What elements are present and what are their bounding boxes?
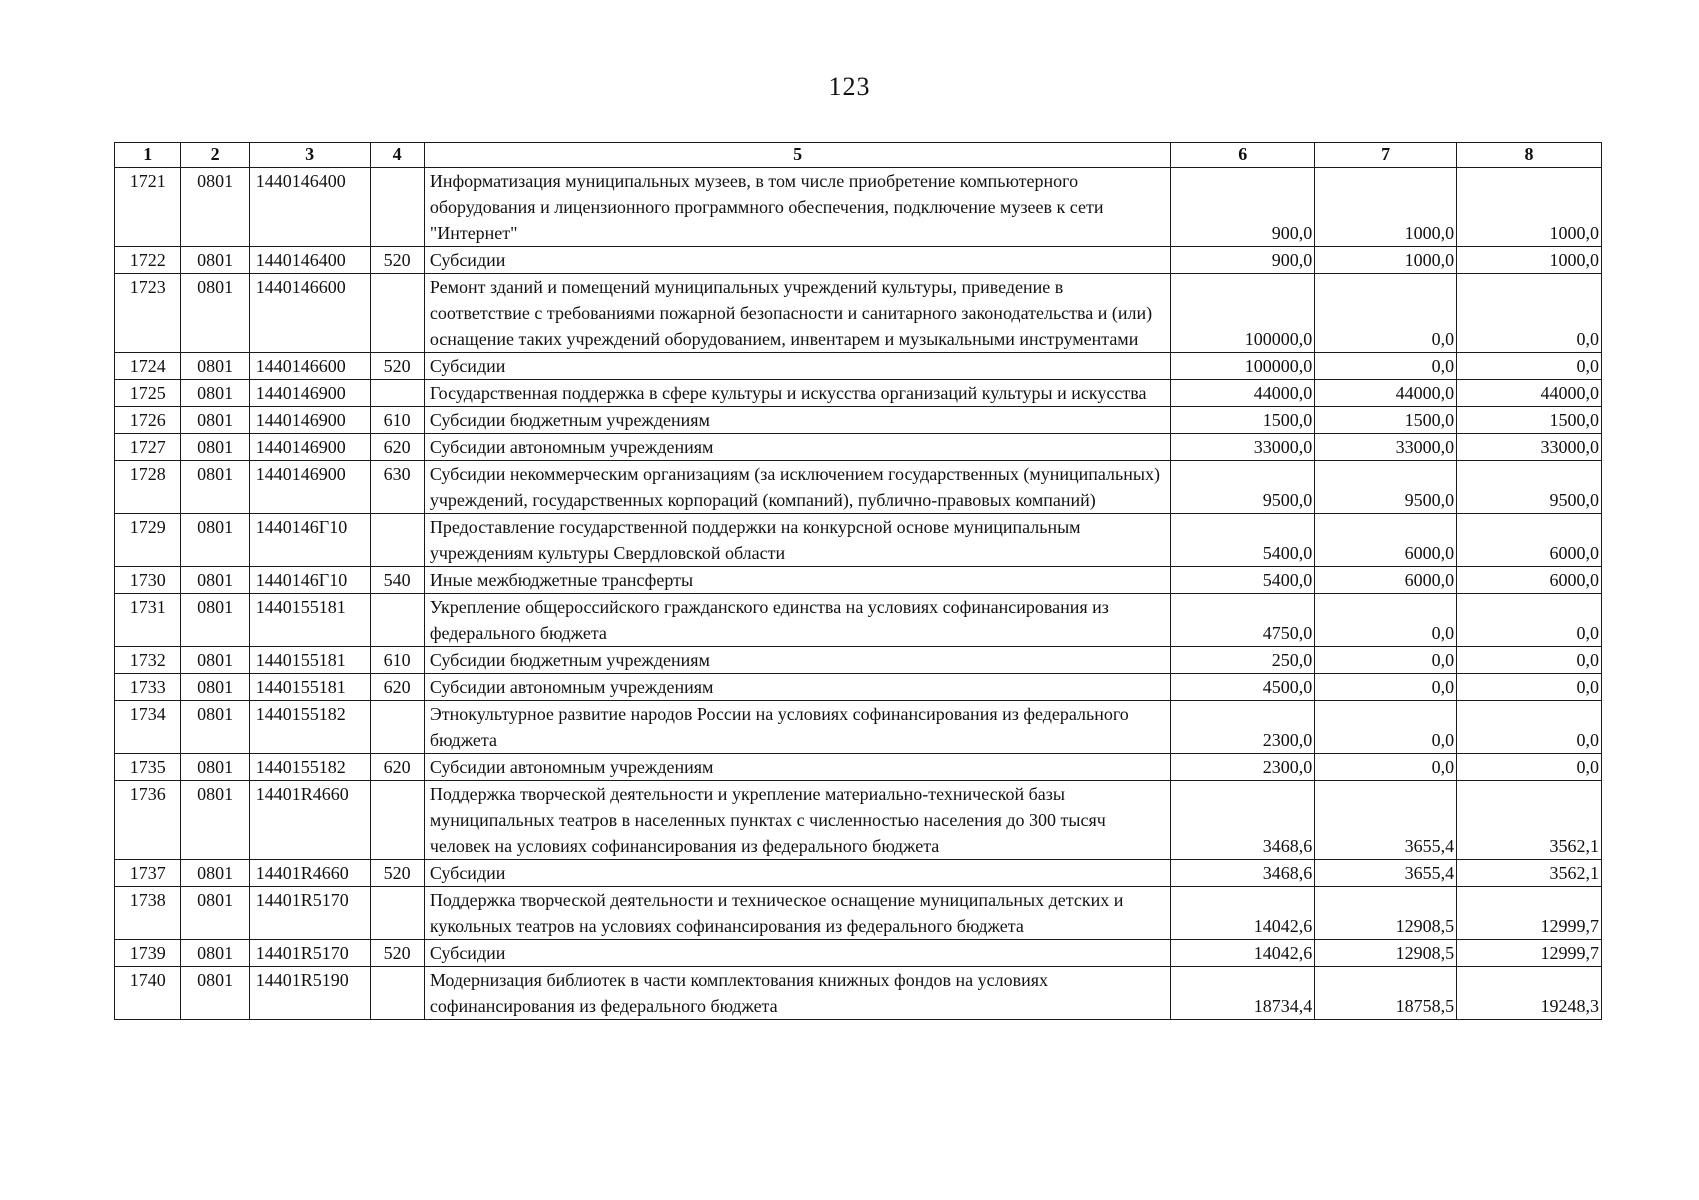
target-code-cell: 1440146900 <box>249 407 370 434</box>
expense-type-cell <box>370 781 424 860</box>
amount-year-2-cell: 0,0 <box>1315 647 1457 674</box>
expense-type-cell: 520 <box>370 247 424 274</box>
amount-year-1-cell: 5400,0 <box>1171 567 1315 594</box>
section-code-cell: 0801 <box>181 247 249 274</box>
table-row <box>115 701 1602 754</box>
expense-type-cell <box>370 380 424 407</box>
amount-year-1-cell: 3468,6 <box>1171 781 1315 860</box>
name-cell: Субсидии <box>424 940 1171 967</box>
table-row <box>115 887 1602 940</box>
name-cell: Предоставление государственной поддержки на конкурсной основе муниципальным учреждениям культуры Свердловской области <box>424 514 1171 567</box>
amount-year-1-cell: 2300,0 <box>1171 754 1315 781</box>
target-code-cell: 1440155181 <box>249 594 370 647</box>
amount-year-3-cell: 6000,0 <box>1457 514 1602 567</box>
table-row <box>115 380 1602 407</box>
section-code-cell: 0801 <box>181 674 249 701</box>
page-number: 123 <box>828 72 871 101</box>
target-code-cell: 1440155181 <box>249 647 370 674</box>
table-row <box>115 274 1602 353</box>
amount-year-3-cell: 44000,0 <box>1457 380 1602 407</box>
amount-year-3-cell: 0,0 <box>1457 594 1602 647</box>
amount-year-1-cell: 4750,0 <box>1171 594 1315 647</box>
name-cell: Субсидии некоммерческим организациям (за исключением государственных (муниципальных) учреждений, государственных корпораций (компаний), публично-правовых компаний) <box>424 461 1171 514</box>
amount-year-3-cell: 6000,0 <box>1457 567 1602 594</box>
col-header-amount-year-2: 7 <box>1315 143 1457 168</box>
row-number-cell: 1725 <box>115 380 181 407</box>
row-number-cell: 1736 <box>115 781 181 860</box>
row-number-cell: 1723 <box>115 274 181 353</box>
expense-type-cell <box>370 168 424 247</box>
expense-type-cell <box>370 701 424 754</box>
amount-year-1-cell: 1500,0 <box>1171 407 1315 434</box>
row-number-cell: 1729 <box>115 514 181 567</box>
col-header-section-code: 2 <box>181 143 249 168</box>
amount-year-2-cell: 0,0 <box>1315 674 1457 701</box>
name-cell: Государственная поддержка в сфере культуры и искусства организаций культуры и искусства <box>424 380 1171 407</box>
expense-type-cell: 540 <box>370 567 424 594</box>
name-cell: Субсидии <box>424 860 1171 887</box>
expense-type-cell: 520 <box>370 860 424 887</box>
table-row <box>115 407 1602 434</box>
section-code-cell: 0801 <box>181 781 249 860</box>
amount-year-2-cell: 12908,5 <box>1315 887 1457 940</box>
expense-type-cell <box>370 514 424 567</box>
section-code-cell: 0801 <box>181 274 249 353</box>
amount-year-3-cell: 3562,1 <box>1457 860 1602 887</box>
target-code-cell: 1440146600 <box>249 274 370 353</box>
row-number-cell: 1733 <box>115 674 181 701</box>
target-code-cell: 1440146Г10 <box>249 514 370 567</box>
expense-type-cell: 610 <box>370 647 424 674</box>
row-number-cell: 1738 <box>115 887 181 940</box>
section-code-cell: 0801 <box>181 701 249 754</box>
name-cell: Информатизация муниципальных музеев, в том числе приобретение компьютерного оборудования и лицензионного программного обеспечения, подключение музеев к сети "Интернет" <box>424 168 1171 247</box>
amount-year-1-cell: 14042,6 <box>1171 940 1315 967</box>
amount-year-3-cell: 3562,1 <box>1457 781 1602 860</box>
table-row <box>115 247 1602 274</box>
section-code-cell: 0801 <box>181 967 249 1020</box>
row-number-cell: 1724 <box>115 353 181 380</box>
table-row <box>115 860 1602 887</box>
target-code-cell: 1440146900 <box>249 461 370 514</box>
expense-type-cell: 520 <box>370 940 424 967</box>
row-number-cell: 1728 <box>115 461 181 514</box>
target-code-cell: 1440146600 <box>249 353 370 380</box>
expense-type-cell: 620 <box>370 434 424 461</box>
name-cell: Этнокультурное развитие народов России на условиях софинансирования из федерального бюджета <box>424 701 1171 754</box>
section-code-cell: 0801 <box>181 940 249 967</box>
name-cell: Укрепление общероссийского гражданского единства на условиях софинансирования из федерального бюджета <box>424 594 1171 647</box>
target-code-cell: 14401R5170 <box>249 940 370 967</box>
col-header-name: 5 <box>424 143 1171 168</box>
amount-year-1-cell: 44000,0 <box>1171 380 1315 407</box>
target-code-cell: 1440146400 <box>249 247 370 274</box>
amount-year-3-cell: 0,0 <box>1457 754 1602 781</box>
section-code-cell: 0801 <box>181 380 249 407</box>
table-row <box>115 514 1602 567</box>
row-number-cell: 1732 <box>115 647 181 674</box>
amount-year-2-cell: 33000,0 <box>1315 434 1457 461</box>
row-number-cell: 1734 <box>115 701 181 754</box>
name-cell: Субсидии автономным учреждениям <box>424 754 1171 781</box>
row-number-cell: 1721 <box>115 168 181 247</box>
amount-year-1-cell: 3468,6 <box>1171 860 1315 887</box>
section-code-cell: 0801 <box>181 754 249 781</box>
name-cell: Модернизация библиотек в части комплектования книжных фондов на условиях софинансирования из федерального бюджета <box>424 967 1171 1020</box>
row-number-cell: 1740 <box>115 967 181 1020</box>
expense-type-cell <box>370 887 424 940</box>
name-cell: Поддержка творческой деятельности и укрепление материально-технической базы муниципальных театров в населенных пунктах с численностью населения до 300 тысяч человек на условиях софинансирования из федерального бюджета <box>424 781 1171 860</box>
table-row <box>115 781 1602 860</box>
amount-year-1-cell: 250,0 <box>1171 647 1315 674</box>
section-code-cell: 0801 <box>181 860 249 887</box>
expense-type-cell: 620 <box>370 754 424 781</box>
name-cell: Поддержка творческой деятельности и техническое оснащение муниципальных детских и кукольных театров на условиях софинансирования из федерального бюджета <box>424 887 1171 940</box>
expense-type-cell: 610 <box>370 407 424 434</box>
amount-year-1-cell: 4500,0 <box>1171 674 1315 701</box>
amount-year-3-cell: 12999,7 <box>1457 940 1602 967</box>
name-cell: Субсидии бюджетным учреждениям <box>424 407 1171 434</box>
table-row <box>115 353 1602 380</box>
table-row <box>115 434 1602 461</box>
amount-year-3-cell: 33000,0 <box>1457 434 1602 461</box>
amount-year-2-cell: 9500,0 <box>1315 461 1457 514</box>
amount-year-1-cell: 2300,0 <box>1171 701 1315 754</box>
target-code-cell: 14401R4660 <box>249 860 370 887</box>
section-code-cell: 0801 <box>181 407 249 434</box>
col-header-expense-type: 4 <box>370 143 424 168</box>
amount-year-2-cell: 0,0 <box>1315 274 1457 353</box>
amount-year-2-cell: 18758,5 <box>1315 967 1457 1020</box>
target-code-cell: 1440146900 <box>249 380 370 407</box>
row-number-cell: 1727 <box>115 434 181 461</box>
header-row <box>115 143 1602 168</box>
section-code-cell: 0801 <box>181 647 249 674</box>
col-header-row-number: 1 <box>115 143 181 168</box>
table-row <box>115 567 1602 594</box>
row-number-cell: 1726 <box>115 407 181 434</box>
target-code-cell: 1440155181 <box>249 674 370 701</box>
target-code-cell: 14401R5190 <box>249 967 370 1020</box>
table-row <box>115 168 1602 247</box>
expense-type-cell <box>370 594 424 647</box>
row-number-cell: 1731 <box>115 594 181 647</box>
section-code-cell: 0801 <box>181 887 249 940</box>
amount-year-1-cell: 100000,0 <box>1171 274 1315 353</box>
amount-year-2-cell: 1500,0 <box>1315 407 1457 434</box>
section-code-cell: 0801 <box>181 353 249 380</box>
col-header-amount-year-1: 6 <box>1171 143 1315 168</box>
table-row <box>115 461 1602 514</box>
target-code-cell: 1440155182 <box>249 701 370 754</box>
amount-year-1-cell: 14042,6 <box>1171 887 1315 940</box>
row-number-cell: 1735 <box>115 754 181 781</box>
amount-year-3-cell: 1000,0 <box>1457 168 1602 247</box>
amount-year-1-cell: 9500,0 <box>1171 461 1315 514</box>
target-code-cell: 1440146400 <box>249 168 370 247</box>
section-code-cell: 0801 <box>181 514 249 567</box>
amount-year-3-cell: 0,0 <box>1457 353 1602 380</box>
amount-year-2-cell: 1000,0 <box>1315 247 1457 274</box>
amount-year-2-cell: 6000,0 <box>1315 567 1457 594</box>
row-number-cell: 1737 <box>115 860 181 887</box>
name-cell: Иные межбюджетные трансферты <box>424 567 1171 594</box>
budget-table <box>114 142 1602 1020</box>
amount-year-3-cell: 19248,3 <box>1457 967 1602 1020</box>
amount-year-3-cell: 9500,0 <box>1457 461 1602 514</box>
expense-type-cell <box>370 967 424 1020</box>
name-cell: Субсидии автономным учреждениям <box>424 674 1171 701</box>
target-code-cell: 14401R5170 <box>249 887 370 940</box>
col-header-target-code: 3 <box>249 143 370 168</box>
table-body <box>115 168 1602 1020</box>
row-number-cell: 1730 <box>115 567 181 594</box>
section-code-cell: 0801 <box>181 434 249 461</box>
row-number-cell: 1722 <box>115 247 181 274</box>
expense-type-cell: 620 <box>370 674 424 701</box>
amount-year-1-cell: 900,0 <box>1171 247 1315 274</box>
amount-year-3-cell: 12999,7 <box>1457 887 1602 940</box>
amount-year-2-cell: 12908,5 <box>1315 940 1457 967</box>
target-code-cell: 1440155182 <box>249 754 370 781</box>
name-cell: Субсидии бюджетным учреждениям <box>424 647 1171 674</box>
name-cell: Субсидии <box>424 353 1171 380</box>
row-number-cell: 1739 <box>115 940 181 967</box>
amount-year-2-cell: 44000,0 <box>1315 380 1457 407</box>
table-row <box>115 674 1602 701</box>
amount-year-2-cell: 0,0 <box>1315 353 1457 380</box>
name-cell: Ремонт зданий и помещений муниципальных учреждений культуры, приведение в соответствие с требованиями пожарной безопасности и санитарного законодательства и (или) оснащение таких учреждений оборудованием, инвентарем и музыкальными инструментами <box>424 274 1171 353</box>
expense-type-cell: 520 <box>370 353 424 380</box>
amount-year-3-cell: 0,0 <box>1457 647 1602 674</box>
amount-year-1-cell: 900,0 <box>1171 168 1315 247</box>
name-cell: Субсидии автономным учреждениям <box>424 434 1171 461</box>
section-code-cell: 0801 <box>181 594 249 647</box>
amount-year-1-cell: 33000,0 <box>1171 434 1315 461</box>
amount-year-3-cell: 0,0 <box>1457 674 1602 701</box>
amount-year-3-cell: 0,0 <box>1457 701 1602 754</box>
section-code-cell: 0801 <box>181 461 249 514</box>
amount-year-1-cell: 18734,4 <box>1171 967 1315 1020</box>
amount-year-2-cell: 3655,4 <box>1315 860 1457 887</box>
section-code-cell: 0801 <box>181 567 249 594</box>
amount-year-2-cell: 0,0 <box>1315 594 1457 647</box>
col-header-amount-year-3: 8 <box>1457 143 1602 168</box>
amount-year-2-cell: 0,0 <box>1315 754 1457 781</box>
amount-year-3-cell: 1000,0 <box>1457 247 1602 274</box>
table-row <box>115 647 1602 674</box>
target-code-cell: 14401R4660 <box>249 781 370 860</box>
amount-year-2-cell: 0,0 <box>1315 701 1457 754</box>
amount-year-3-cell: 1500,0 <box>1457 407 1602 434</box>
table-row <box>115 940 1602 967</box>
section-code-cell: 0801 <box>181 168 249 247</box>
amount-year-1-cell: 100000,0 <box>1171 353 1315 380</box>
amount-year-3-cell: 0,0 <box>1457 274 1602 353</box>
table-row <box>115 594 1602 647</box>
table-row <box>115 754 1602 781</box>
table-row <box>115 967 1602 1020</box>
amount-year-1-cell: 5400,0 <box>1171 514 1315 567</box>
amount-year-2-cell: 6000,0 <box>1315 514 1457 567</box>
amount-year-2-cell: 1000,0 <box>1315 168 1457 247</box>
amount-year-2-cell: 3655,4 <box>1315 781 1457 860</box>
target-code-cell: 1440146Г10 <box>249 567 370 594</box>
name-cell: Субсидии <box>424 247 1171 274</box>
expense-type-cell: 630 <box>370 461 424 514</box>
expense-type-cell <box>370 274 424 353</box>
target-code-cell: 1440146900 <box>249 434 370 461</box>
